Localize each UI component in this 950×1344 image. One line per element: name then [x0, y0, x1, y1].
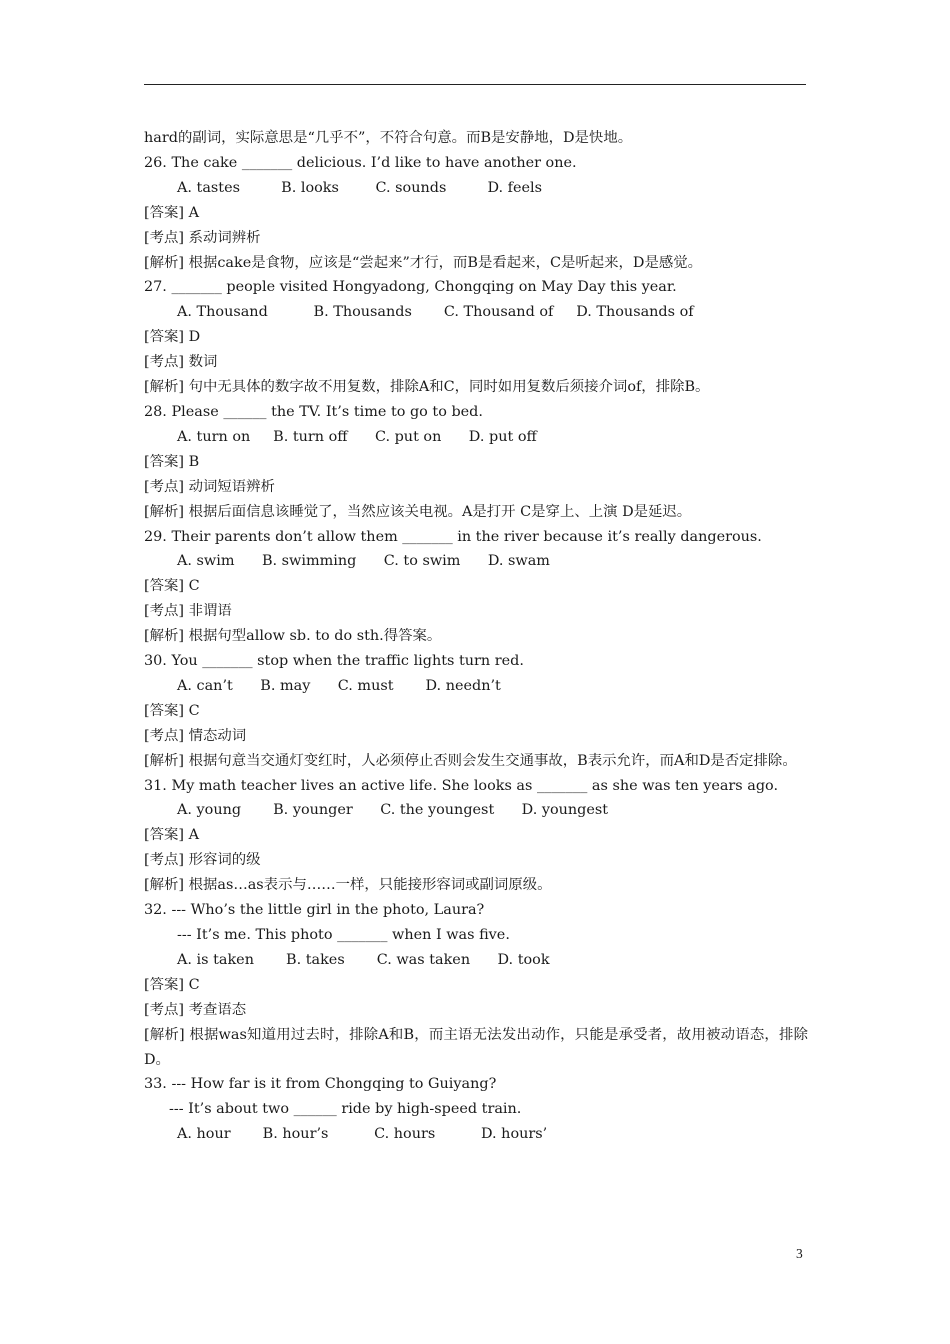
- text-line: A. is taken B. takes C. was taken D. took: [177, 951, 550, 968]
- text-line: [解析] 根据后面信息该睡觉了，当然应该关电视。A是打开 C是穿上、上演 D是延迟。: [144, 503, 692, 520]
- text-line: [解析] 根据was知道用过去时，排除A和B，而主语无法发出动作，只能是承受者，故用被动语态，排除D。: [144, 1026, 808, 1068]
- text-line: [考点] 考查语态: [144, 1001, 247, 1018]
- text-line: 29. Their parents don’t allow them _______ in the river because it’s really dangerous.: [144, 528, 762, 545]
- text-line: [考点] 数词: [144, 354, 218, 371]
- text-line: A. turn on B. turn off C. put on D. put off: [177, 428, 537, 445]
- text-line: 30. You _______ stop when the traffic lights turn red.: [144, 653, 524, 670]
- text-line: [解析] 根据句型allow sb. to do sth.得答案。: [144, 628, 442, 645]
- text-line: [解析] 句中无具体的数字故不用复数，排除A和C，同时如用复数后须接介词of，排除B。: [144, 379, 710, 396]
- text-line: [解析] 根据as…as表示与……一样，只能接形容词或副词原级。: [144, 877, 552, 894]
- text-line: A. young B. younger C. the youngest D. youngest: [177, 802, 609, 819]
- text-line: [解析] 根据句意当交通灯变红时，人必须停止否则会发生交通事故，B表示允许，而A和D是否定排除。: [144, 752, 797, 769]
- text-line: A. hour B. hour’s C. hours D. hours’: [177, 1126, 548, 1143]
- text-line: A. swim B. swimming C. to swim D. swam: [177, 553, 550, 570]
- text-line: [考点] 形容词的级: [144, 852, 261, 869]
- text-line: [答案] C: [144, 578, 200, 595]
- text-line: 31. My math teacher lives an active life. She looks as _______ as she was ten years ago.: [144, 777, 779, 794]
- text-line: --- It’s about two ______ ride by high-speed train.: [169, 1101, 522, 1118]
- text-line: [答案] C: [144, 976, 200, 993]
- page-number: 3: [796, 1246, 803, 1261]
- header-rule: [144, 84, 806, 85]
- text-line: [答案] B: [144, 453, 200, 470]
- text-line: 26. The cake _______ delicious. I’d like to have another one.: [144, 154, 577, 171]
- text-line: 28. Please ______ the TV. It’s time to go to bed.: [144, 403, 483, 420]
- text-line: A. Thousand B. Thousands C. Thousand of D. Thousands of: [177, 304, 694, 321]
- text-line: [答案] A: [144, 827, 199, 844]
- text-line: 32. --- Who’s the little girl in the photo, Laura?: [144, 902, 485, 919]
- text-line: --- It’s me. This photo _______ when I was five.: [177, 927, 510, 943]
- text-line: [解析] 根据cake是食物，应该是“尝起来”才行，而B是看起来，C是听起来，D是感觉。: [144, 254, 703, 271]
- text-line: [答案] A: [144, 204, 199, 221]
- text-line: [考点] 动词短语辨析: [144, 478, 275, 495]
- text-line: [答案] D: [144, 329, 201, 346]
- document-body: [144, 126, 808, 1147]
- text-line: [考点] 系动词辨析: [144, 229, 261, 246]
- text-line: 27. _______ people visited Hongyadong, Chongqing on May Day this year.: [144, 279, 677, 296]
- text-line: A. tastes B. looks C. sounds D. feels: [177, 179, 543, 196]
- text-line: [考点] 情态动词: [144, 727, 247, 744]
- text-line: A. can’t B. may C. must D. needn’t: [177, 677, 501, 694]
- text-line: hard的副词，实际意思是“几乎不”，不符合句意。而B是安静地，D是快地。: [144, 130, 633, 146]
- text-line: [考点] 非谓语: [144, 603, 232, 620]
- text-line: 33. --- How far is it from Chongqing to Guiyang?: [144, 1076, 497, 1093]
- text-line: [答案] C: [144, 702, 200, 719]
